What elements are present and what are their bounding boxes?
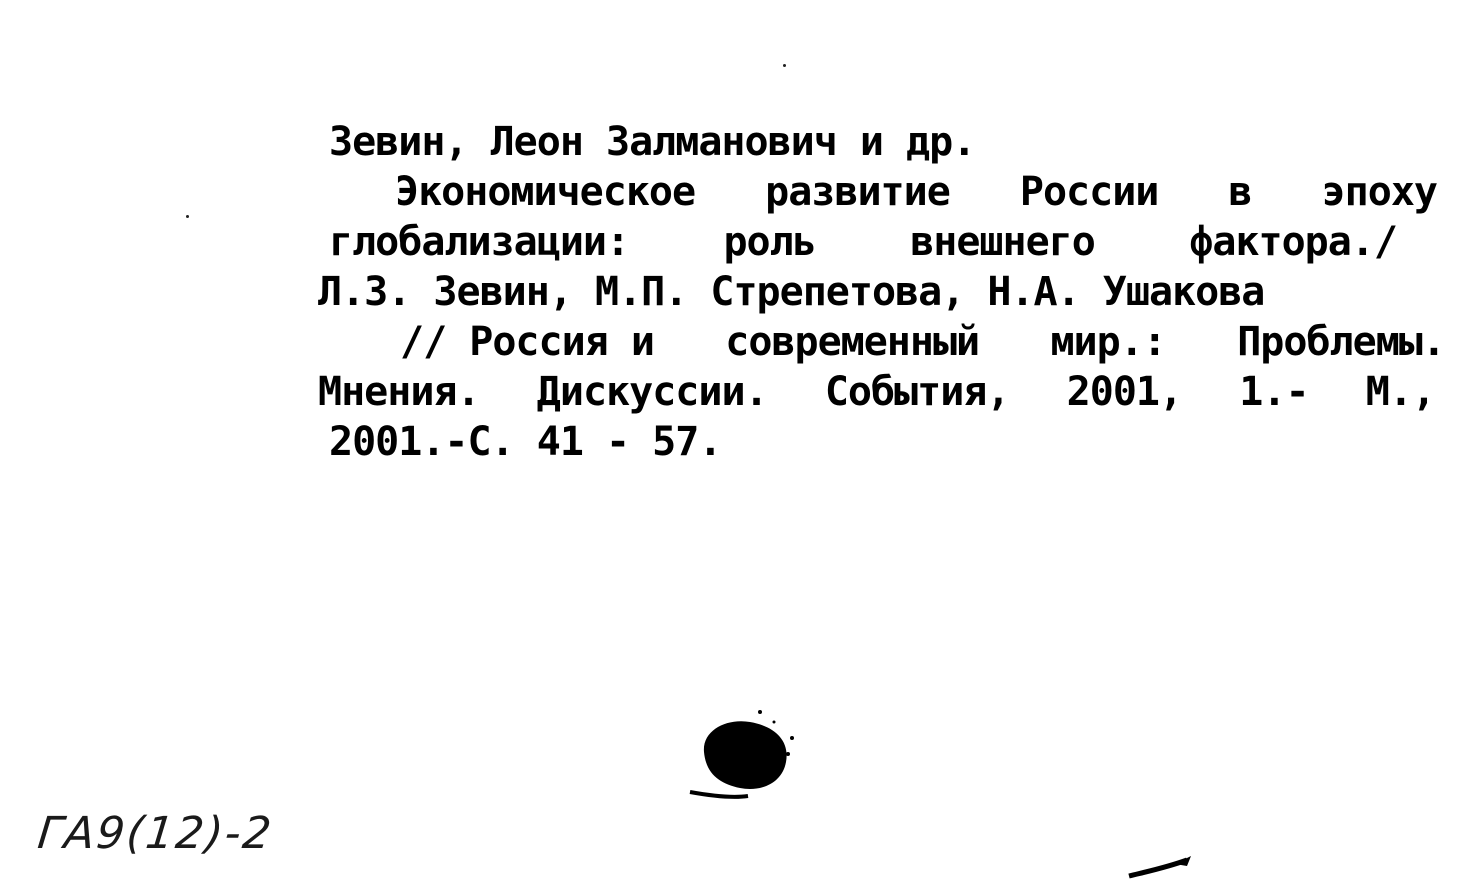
title-word: роль bbox=[723, 219, 816, 265]
source-word: // Россия и bbox=[400, 319, 654, 365]
author-line: Зевин, Леон Залманович и др. bbox=[329, 119, 976, 165]
source-line-3: 2001.-С. 41 - 57. bbox=[329, 419, 722, 465]
title-word: в bbox=[1228, 169, 1252, 215]
source-word: современный bbox=[725, 319, 980, 365]
source-line-1 bbox=[400, 319, 1445, 365]
title-line-1 bbox=[395, 169, 1437, 215]
title-word: России bbox=[1019, 169, 1159, 215]
source-word: Проблемы. bbox=[1237, 319, 1445, 365]
dust-speck bbox=[186, 215, 189, 218]
scratch-mark bbox=[1125, 850, 1205, 880]
source-word: 1.- bbox=[1239, 369, 1309, 415]
source-word: М., bbox=[1365, 369, 1435, 415]
source-word: мир.: bbox=[1050, 319, 1166, 365]
handwritten-shelf-code: ГА9(12)-2 bbox=[35, 808, 276, 859]
source-word: События, bbox=[824, 369, 1010, 415]
title-word: развитие bbox=[765, 169, 950, 215]
title-line-2 bbox=[329, 219, 1397, 265]
title-word: эпоху bbox=[1321, 169, 1437, 215]
authors-line: Л.З. Зевин, М.П. Стрепетова, Н.А. Ушакова bbox=[318, 269, 1265, 315]
ink-blot bbox=[682, 700, 812, 810]
source-word: Дискуссии. bbox=[536, 369, 768, 415]
title-word: глобализации: bbox=[329, 219, 630, 265]
source-word: Мнения. bbox=[318, 369, 480, 415]
source-line-2 bbox=[318, 369, 1435, 415]
dust-speck bbox=[783, 64, 786, 67]
title-word: внешнего bbox=[910, 219, 1095, 265]
source-word: 2001, bbox=[1066, 369, 1183, 415]
title-word: Экономическое bbox=[395, 169, 696, 215]
title-word: фактора./ bbox=[1189, 219, 1397, 265]
